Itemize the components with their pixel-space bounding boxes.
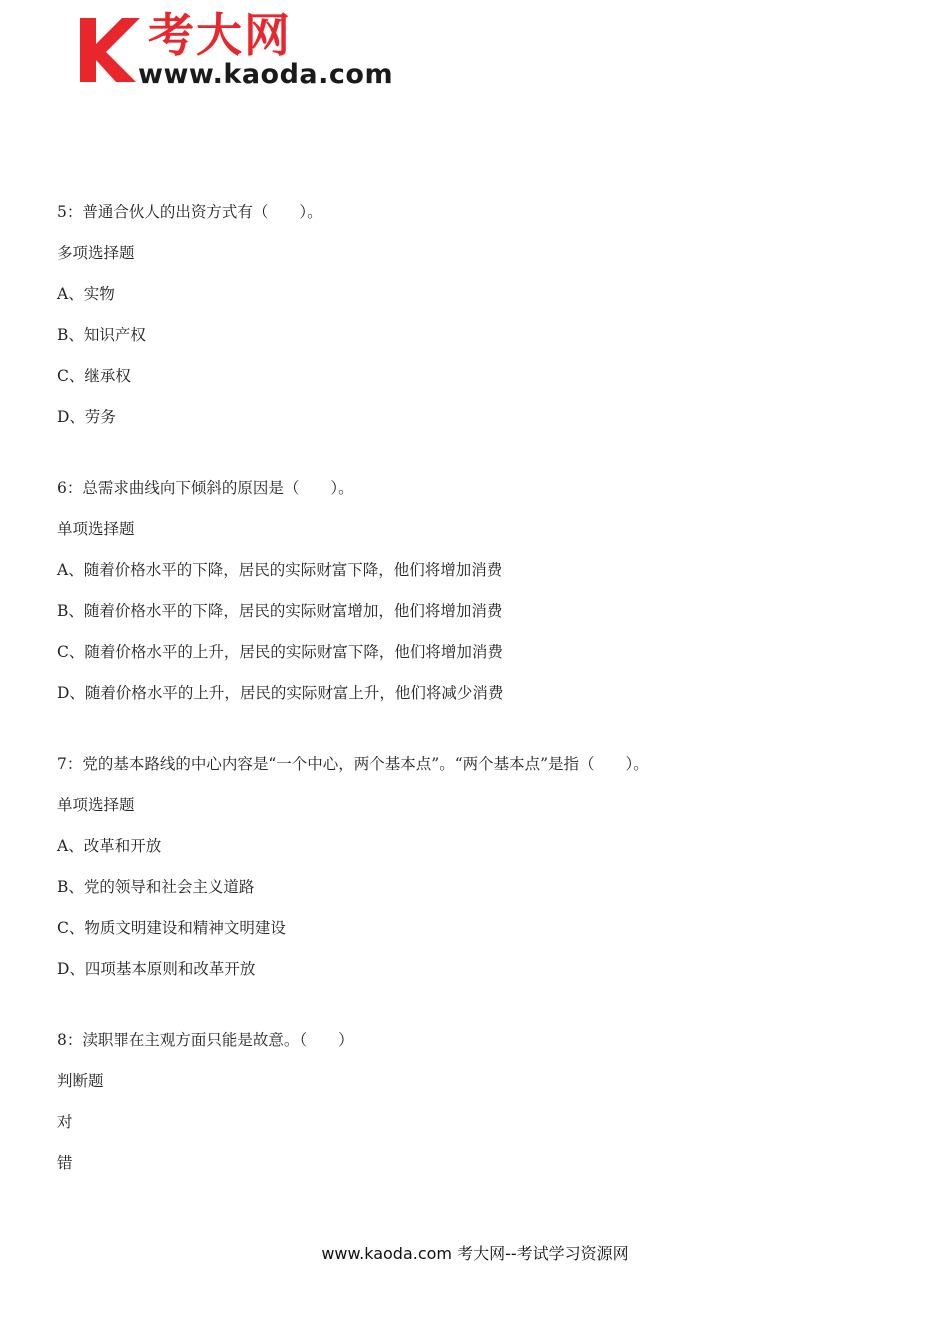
answer-option[interactable]: C、随着价格水平的上升，居民的实际财富下降，他们将增加消费 xyxy=(57,643,503,661)
answer-option[interactable]: D、随着价格水平的上升，居民的实际财富上升，他们将减少消费 xyxy=(57,684,504,702)
answer-option[interactable]: C、物质文明建设和精神文明建设 xyxy=(57,919,286,937)
question-type: 单项选择题 xyxy=(57,796,135,814)
answer-option[interactable]: C、继承权 xyxy=(57,367,131,385)
question-type: 判断题 xyxy=(57,1072,104,1090)
answer-option[interactable]: A、改革和开放 xyxy=(57,837,162,855)
answer-option[interactable]: B、随着价格水平的下降，居民的实际财富增加，他们将增加消费 xyxy=(57,602,503,620)
answer-option[interactable]: B、党的领导和社会主义道路 xyxy=(57,878,255,896)
page-footer: www.kaoda.com 考大网--考试学习资源网 xyxy=(321,1244,629,1263)
answer-option[interactable]: 对 xyxy=(57,1113,73,1131)
question-list xyxy=(57,200,917,1192)
question-stem: 5：普通合伙人的出资方式有（ ）。 xyxy=(57,203,323,221)
answer-option[interactable]: D、劳务 xyxy=(57,408,116,426)
answer-option[interactable]: 错 xyxy=(57,1154,73,1172)
question-block xyxy=(57,752,917,981)
question-block xyxy=(57,200,917,429)
logo-url-text: www.kaoda.com xyxy=(138,59,394,90)
logo-chinese-name: 考大网 xyxy=(148,8,292,62)
kaoda-logo[interactable] xyxy=(78,10,408,90)
question-stem: 6：总需求曲线向下倾斜的原因是（ ）。 xyxy=(57,479,354,497)
logo-k-mark xyxy=(78,14,142,86)
question-type: 单项选择题 xyxy=(57,520,135,538)
question-block xyxy=(57,476,917,705)
question-stem: 8：渎职罪在主观方面只能是故意。（ ） xyxy=(57,1031,354,1049)
answer-option[interactable]: B、知识产权 xyxy=(57,326,146,344)
answer-option[interactable]: A、随着价格水平的下降，居民的实际财富下降，他们将增加消费 xyxy=(57,561,503,579)
question-stem: 7：党的基本路线的中心内容是“一个中心，两个基本点”。“两个基本点”是指（ ）。 xyxy=(57,755,649,773)
question-block xyxy=(57,1028,917,1175)
answer-option[interactable]: D、四项基本原则和改革开放 xyxy=(57,960,256,978)
question-type: 多项选择题 xyxy=(57,244,135,262)
answer-option[interactable]: A、实物 xyxy=(57,285,115,303)
